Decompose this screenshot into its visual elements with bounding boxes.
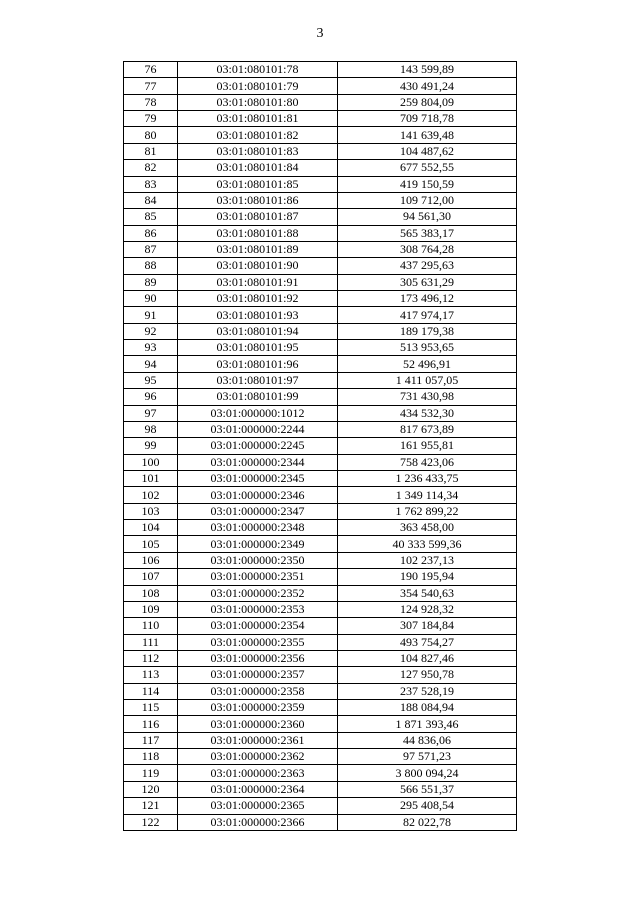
row-number-cell: 101 [124,470,178,486]
row-number-cell: 118 [124,749,178,765]
cadastral-number-cell: 03:01:080101:94 [178,323,338,339]
cadastral-value-cell: 109 712,00 [338,192,517,208]
table-row [124,111,517,127]
cadastral-number-cell: 03:01:080101:88 [178,225,338,241]
table-row [124,143,517,159]
row-number-cell: 88 [124,258,178,274]
table-row [124,781,517,797]
cadastral-number-cell: 03:01:080101:78 [178,62,338,78]
row-number-cell: 93 [124,340,178,356]
row-number-cell: 102 [124,487,178,503]
row-number-cell: 99 [124,438,178,454]
table-row [124,340,517,356]
cadastral-value-cell: 94 561,30 [338,209,517,225]
cadastral-value-cell: 124 928,32 [338,601,517,617]
cadastral-number-cell: 03:01:000000:2349 [178,536,338,552]
table-row [124,405,517,421]
cadastral-value-cell: 189 179,38 [338,323,517,339]
table-row [124,487,517,503]
row-number-cell: 116 [124,716,178,732]
table-row [124,503,517,519]
cadastral-value-cell: 430 491,24 [338,78,517,94]
cadastral-number-cell: 03:01:000000:2355 [178,634,338,650]
cadastral-value-cell: 104 827,46 [338,650,517,666]
row-number-cell: 84 [124,192,178,208]
table-row [124,716,517,732]
cadastral-value-cell: 259 804,09 [338,94,517,110]
cadastral-number-cell: 03:01:080101:84 [178,160,338,176]
cadastral-value-cell: 173 496,12 [338,291,517,307]
cadastral-value-cell: 758 423,06 [338,454,517,470]
cadastral-number-cell: 03:01:000000:2364 [178,781,338,797]
table-row [124,94,517,110]
cadastral-number-cell: 03:01:000000:2361 [178,732,338,748]
cadastral-value-cell: 493 754,27 [338,634,517,650]
table-row [124,454,517,470]
table-row [124,601,517,617]
cadastral-value-cell: 731 430,98 [338,389,517,405]
cadastral-value-cell: 419 150,59 [338,176,517,192]
cadastral-number-cell: 03:01:080101:93 [178,307,338,323]
table-row [124,798,517,814]
cadastral-value-cell: 1 236 433,75 [338,470,517,486]
row-number-cell: 109 [124,601,178,617]
row-number-cell: 90 [124,291,178,307]
row-number-cell: 100 [124,454,178,470]
cadastral-number-cell: 03:01:080101:87 [178,209,338,225]
row-number-cell: 111 [124,634,178,650]
table-row [124,209,517,225]
table-row [124,225,517,241]
cadastral-number-cell: 03:01:000000:2354 [178,618,338,634]
row-number-cell: 83 [124,176,178,192]
table-row [124,176,517,192]
cadastral-number-cell: 03:01:000000:2350 [178,552,338,568]
cadastral-number-cell: 03:01:000000:2353 [178,601,338,617]
cadastral-number-cell: 03:01:000000:2245 [178,438,338,454]
row-number-cell: 106 [124,552,178,568]
cadastral-value-cell: 437 295,63 [338,258,517,274]
row-number-cell: 103 [124,503,178,519]
cadastral-value-cell: 307 184,84 [338,618,517,634]
table-row [124,323,517,339]
row-number-cell: 115 [124,700,178,716]
cadastral-value-cell: 354 540,63 [338,585,517,601]
table-row [124,667,517,683]
cadastral-number-cell: 03:01:080101:82 [178,127,338,143]
cadastral-number-cell: 03:01:080101:79 [178,78,338,94]
row-number-cell: 78 [124,94,178,110]
cadastral-value-cell: 141 639,48 [338,127,517,143]
cadastral-value-cell: 44 836,06 [338,732,517,748]
cadastral-value-cell: 677 552,55 [338,160,517,176]
table-row [124,650,517,666]
cadastral-number-cell: 03:01:080101:90 [178,258,338,274]
table-row [124,127,517,143]
table-body [124,62,517,831]
cadastral-value-cell: 143 599,89 [338,62,517,78]
table-row [124,814,517,830]
table-row [124,241,517,257]
cadastral-number-cell: 03:01:000000:2363 [178,765,338,781]
cadastral-value-cell: 52 496,91 [338,356,517,372]
table-row [124,634,517,650]
table-row [124,78,517,94]
cadastral-number-cell: 03:01:000000:2351 [178,569,338,585]
cadastral-value-cell: 1 762 899,22 [338,503,517,519]
cadastral-number-cell: 03:01:000000:2244 [178,421,338,437]
cadastral-value-cell: 565 383,17 [338,225,517,241]
cadastral-number-cell: 03:01:000000:2344 [178,454,338,470]
cadastral-number-cell: 03:01:080101:85 [178,176,338,192]
row-number-cell: 86 [124,225,178,241]
table-row [124,683,517,699]
row-number-cell: 97 [124,405,178,421]
table-row [124,520,517,536]
row-number-cell: 81 [124,143,178,159]
table-row [124,258,517,274]
cadastral-value-cell: 817 673,89 [338,421,517,437]
cadastral-number-cell: 03:01:080101:95 [178,340,338,356]
cadastral-number-cell: 03:01:000000:2365 [178,798,338,814]
cadastral-value-cell: 363 458,00 [338,520,517,536]
cadastral-value-cell: 97 571,23 [338,749,517,765]
cadastral-value-cell: 127 950,78 [338,667,517,683]
cadastral-number-cell: 03:01:000000:2362 [178,749,338,765]
cadastral-number-cell: 03:01:000000:2360 [178,716,338,732]
table-row [124,372,517,388]
table-row [124,732,517,748]
row-number-cell: 98 [124,421,178,437]
table-row [124,307,517,323]
row-number-cell: 122 [124,814,178,830]
row-number-cell: 110 [124,618,178,634]
cadastral-value-cell: 104 487,62 [338,143,517,159]
table-row [124,438,517,454]
table-row [124,552,517,568]
row-number-cell: 108 [124,585,178,601]
table-row [124,62,517,78]
table-row [124,160,517,176]
cadastral-number-cell: 03:01:080101:97 [178,372,338,388]
table-row [124,356,517,372]
row-number-cell: 119 [124,765,178,781]
row-number-cell: 105 [124,536,178,552]
row-number-cell: 89 [124,274,178,290]
row-number-cell: 121 [124,798,178,814]
table-row [124,618,517,634]
table-row [124,749,517,765]
cadastral-value-cell: 308 764,28 [338,241,517,257]
cadastral-number-cell: 03:01:080101:96 [178,356,338,372]
cadastral-number-cell: 03:01:080101:92 [178,291,338,307]
cadastral-number-cell: 03:01:080101:89 [178,241,338,257]
cadastral-value-cell: 237 528,19 [338,683,517,699]
row-number-cell: 91 [124,307,178,323]
row-number-cell: 82 [124,160,178,176]
cadastral-number-cell: 03:01:080101:81 [178,111,338,127]
cadastral-value-cell: 161 955,81 [338,438,517,454]
row-number-cell: 114 [124,683,178,699]
cadastral-value-cell: 102 237,13 [338,552,517,568]
cadastral-value-cell: 188 084,94 [338,700,517,716]
row-number-cell: 87 [124,241,178,257]
cadastral-value-cell: 1 411 057,05 [338,372,517,388]
cadastral-value-cell: 566 551,37 [338,781,517,797]
row-number-cell: 117 [124,732,178,748]
row-number-cell: 96 [124,389,178,405]
cadastral-number-cell: 03:01:000000:2357 [178,667,338,683]
cadastral-number-cell: 03:01:000000:2352 [178,585,338,601]
row-number-cell: 104 [124,520,178,536]
cadastral-number-cell: 03:01:080101:86 [178,192,338,208]
row-number-cell: 95 [124,372,178,388]
cadastral-number-cell: 03:01:000000:2359 [178,700,338,716]
table-row [124,470,517,486]
row-number-cell: 80 [124,127,178,143]
cadastral-value-cell: 417 974,17 [338,307,517,323]
row-number-cell: 92 [124,323,178,339]
table-row [124,569,517,585]
cadastral-number-cell: 03:01:080101:91 [178,274,338,290]
cadastral-number-cell: 03:01:000000:2345 [178,470,338,486]
row-number-cell: 94 [124,356,178,372]
cadastral-value-table [123,61,517,831]
cadastral-value-cell: 1 871 393,46 [338,716,517,732]
cadastral-number-cell: 03:01:000000:2366 [178,814,338,830]
table-row [124,274,517,290]
cadastral-value-cell: 434 532,30 [338,405,517,421]
cadastral-number-cell: 03:01:000000:1012 [178,405,338,421]
cadastral-value-cell: 513 953,65 [338,340,517,356]
table-row [124,389,517,405]
row-number-cell: 107 [124,569,178,585]
cadastral-number-cell: 03:01:000000:2358 [178,683,338,699]
cadastral-number-cell: 03:01:080101:83 [178,143,338,159]
table-row [124,765,517,781]
row-number-cell: 77 [124,78,178,94]
cadastral-value-cell: 305 631,29 [338,274,517,290]
row-number-cell: 76 [124,62,178,78]
cadastral-value-cell: 82 022,78 [338,814,517,830]
table-row [124,192,517,208]
table-row [124,700,517,716]
page-number: 3 [316,26,324,41]
cadastral-number-cell: 03:01:000000:2347 [178,503,338,519]
cadastral-number-cell: 03:01:000000:2356 [178,650,338,666]
cadastral-number-cell: 03:01:080101:99 [178,389,338,405]
cadastral-value-cell: 190 195,94 [338,569,517,585]
table-row [124,585,517,601]
table-row [124,421,517,437]
table-row [124,536,517,552]
cadastral-value-cell: 1 349 114,34 [338,487,517,503]
cadastral-number-cell: 03:01:000000:2346 [178,487,338,503]
cadastral-number-cell: 03:01:080101:80 [178,94,338,110]
cadastral-value-cell: 295 408,54 [338,798,517,814]
row-number-cell: 113 [124,667,178,683]
cadastral-value-cell: 709 718,78 [338,111,517,127]
row-number-cell: 85 [124,209,178,225]
table-row [124,291,517,307]
cadastral-number-cell: 03:01:000000:2348 [178,520,338,536]
row-number-cell: 120 [124,781,178,797]
row-number-cell: 79 [124,111,178,127]
cadastral-value-cell: 40 333 599,36 [338,536,517,552]
cadastral-value-cell: 3 800 094,24 [338,765,517,781]
row-number-cell: 112 [124,650,178,666]
